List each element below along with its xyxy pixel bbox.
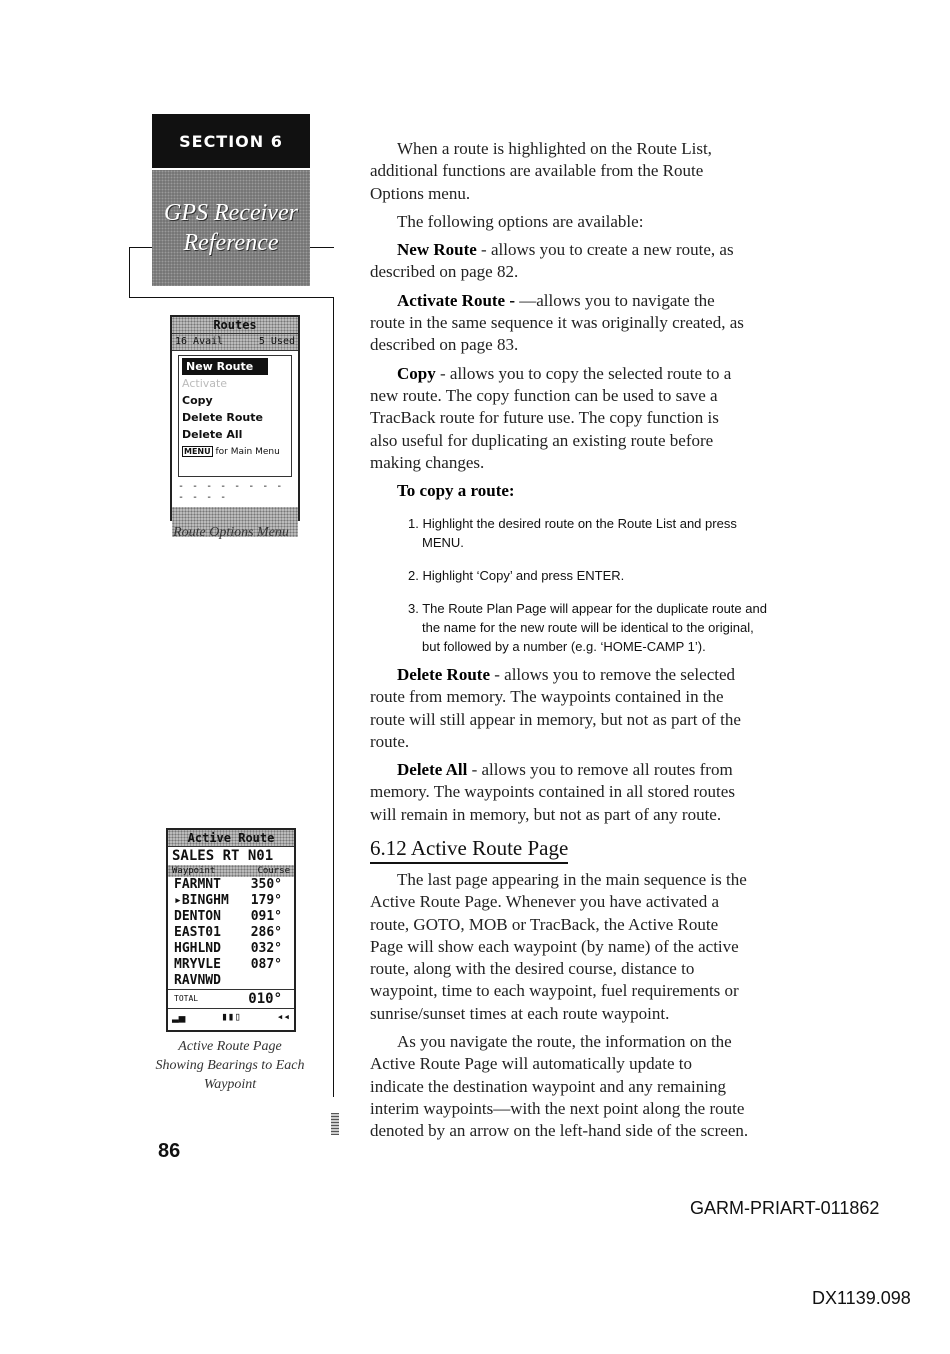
exhibit-number: DX1139.098 <box>812 1288 911 1308</box>
rule-main-vertical <box>333 297 334 1097</box>
waypoint-row <box>168 941 294 957</box>
waypoint-course: 087° <box>250 957 282 972</box>
routes-avail: 16 Avail <box>175 336 224 347</box>
menu-key-icon: MENU <box>184 447 211 456</box>
waypoint-row <box>168 893 294 909</box>
menu-item-delete-all[interactable]: Delete All <box>182 428 243 441</box>
waypoint-row <box>168 909 294 925</box>
para-delete-route: Delete Route - allows you to remove the selected route from memory. The waypoints contained in the route will still appear in memory, but not as part of the route. <box>370 665 741 751</box>
menu-item-new-route[interactable]: New Route <box>182 358 288 375</box>
waypoint-name: FARMNT <box>174 877 221 892</box>
waypoint-name: ▸BINGHM <box>174 893 229 908</box>
active-route-name: SALES RT N01 <box>168 846 294 865</box>
para-copy: Copy - allows you to copy the selected route to a new route. The copy function can be used to save a TracBack route for future use. The copy function is also useful for duplicating an existing route before making changes. <box>370 363 732 472</box>
para-activate-route: Activate Route - —allows you to navigate the route in the same sequence it was originally created, as described on page 83. <box>370 290 744 355</box>
para-delete-all: Delete All - allows you to remove all routes from memory. The waypoints contained in all stored routes will remain in memory, but not as part of any route. <box>370 760 735 824</box>
section-subtitle-block <box>152 170 310 286</box>
waypoint-course: 179° <box>250 893 282 908</box>
waypoint-name: DENTON <box>174 909 221 924</box>
section-subtitle-line1: GPS Receiver <box>164 200 298 226</box>
menu-item-delete-route[interactable]: Delete Route <box>182 411 263 424</box>
total-value: 010° <box>248 991 282 1007</box>
active-route-column-header <box>168 865 294 877</box>
para-intro: When a route is highlighted on the Route List, additional functions are available from the Route Options menu. <box>370 139 712 203</box>
para-navigate: As you navigate the route, the information on the Active Route Page will automatically update to indicate the destination waypoint and any remaining interim waypoints—with the next point along the route denoted by an arrow on the left-hand side of the screen. <box>370 1032 749 1141</box>
waypoint-course: 091° <box>250 909 282 924</box>
step-2: 2. Highlight ‘Copy’ and press ENTER. <box>408 568 625 583</box>
waypoint-row <box>168 957 294 973</box>
waypoint-name: MRYVLE <box>174 957 221 972</box>
waypoint-row <box>168 877 294 893</box>
routes-count-row <box>172 333 298 351</box>
waypoint-name: RAVNWD <box>174 973 221 988</box>
para-options: The following options are available: <box>397 211 644 231</box>
copy-heading: To copy a route: <box>397 481 515 501</box>
step-1: 1. Highlight the desired route on the Route List and press MENU. <box>408 516 737 550</box>
margin-tick-mark <box>331 1113 339 1135</box>
para-active-route: The last page appearing in the main sequence is the Active Route Page. Whenever you have activated a route, GOTO, MOB or TracBack, the Active Route Page will show each waypoint (by name) of the active route, along with the desired course, distance to waypoint, time to each waypoint, fuel requirements or sunrise/sunset times at each route waypoint. <box>370 870 747 1023</box>
routes-screen-title: Routes <box>172 317 298 333</box>
section-header <box>152 114 310 168</box>
waypoint-course: 350° <box>250 877 282 892</box>
para-new-route: New Route - allows you to create a new route, as described on page 82. <box>370 240 734 282</box>
section-subtitle-line2: Reference <box>183 230 279 256</box>
waypoint-name: EAST01 <box>174 925 221 940</box>
active-route-title: Active Route <box>168 830 294 846</box>
col-waypoint: Waypoint <box>172 866 216 876</box>
total-row <box>168 989 294 1008</box>
waypoint-course: 286° <box>250 925 282 940</box>
rule-left-horizontal <box>129 247 152 248</box>
route-dash-line: - - - - - - - - - - - - <box>178 481 284 503</box>
total-label: TOTAL <box>174 994 199 1003</box>
active-route-caption: Active Route Page Showing Bearings to Each Waypoint <box>155 1039 305 1092</box>
waypoint-list <box>168 877 294 989</box>
arrow-icon: ◂◂ <box>276 1010 290 1023</box>
active-route-screen <box>166 828 296 1032</box>
col-course: Course <box>257 866 290 876</box>
body-column-middle <box>370 664 750 832</box>
routes-used: 5 Used <box>258 336 295 347</box>
waypoint-name: HGHLND <box>174 941 221 956</box>
waypoint-course: 032° <box>250 941 282 956</box>
menu-item-activate[interactable]: Activate <box>182 377 228 390</box>
body-column-top <box>370 138 750 508</box>
signal-icon: ▂▄ <box>172 1010 186 1023</box>
section-title: 6.12 Active Route Page <box>370 836 568 864</box>
route-options-menu <box>178 355 292 477</box>
rule-bottom-horizontal <box>129 297 333 298</box>
body-column-bottom <box>370 869 750 1149</box>
section-label: SECTION 6 <box>179 131 283 151</box>
status-bar <box>168 1008 294 1025</box>
waypoint-row <box>168 973 294 989</box>
rule-left-vertical <box>129 247 130 298</box>
menu-hint: MENU for Main Menu <box>184 447 280 457</box>
waypoint-row <box>168 925 294 941</box>
bates-number: GARM-PRIART-011862 <box>690 1198 880 1218</box>
step-3: 3. The Route Plan Page will appear for the duplicate route and the name for the new route will be identical to the original, but followed by a number (e.g. ‘HOME-CAMP 1’). <box>408 601 767 654</box>
menu-item-copy[interactable]: Copy <box>182 394 213 407</box>
route-options-caption: Route Options Menu <box>173 525 289 540</box>
route-options-screen <box>170 315 300 521</box>
battery-icon: ▮▮▯ <box>221 1010 241 1023</box>
rule-right-short <box>310 247 334 248</box>
page-number: 86 <box>158 1140 181 1162</box>
